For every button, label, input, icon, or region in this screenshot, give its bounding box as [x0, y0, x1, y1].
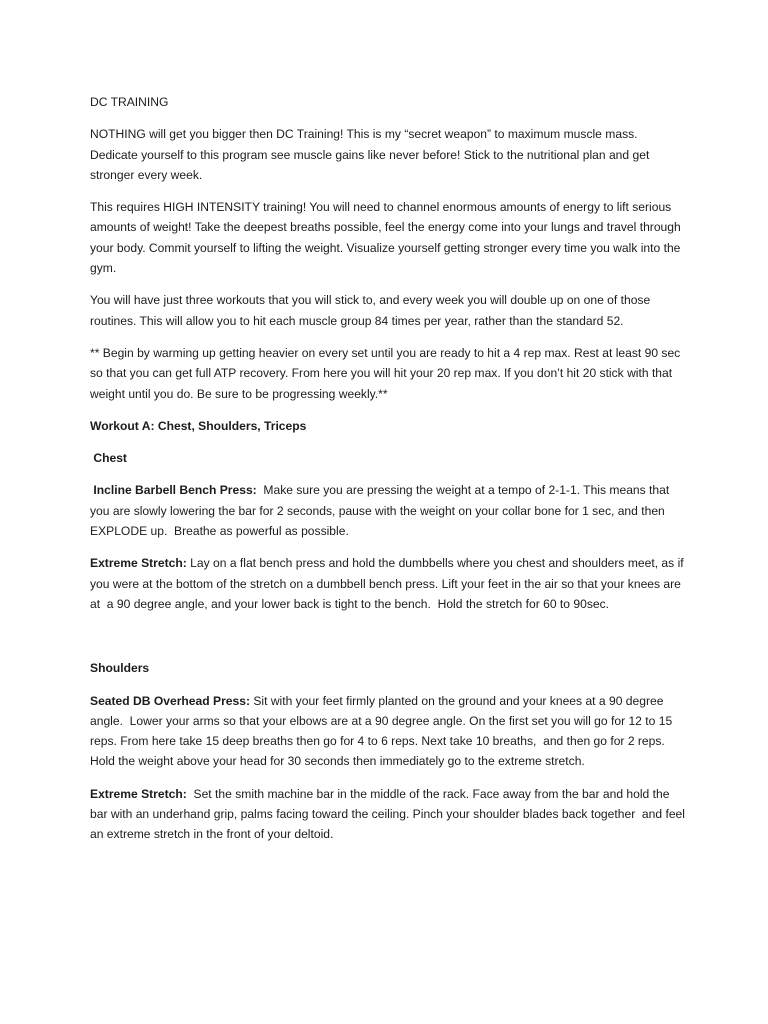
chest-stretch-paragraph [90, 553, 688, 614]
incline-press-text: Make sure you are pressing the weight at a tempo of 2-1-1. This means that you are slowly lowering the bar for 2 seconds, pause with the weight on your collar bone for 1 sec, and then EXPLODE up. Breathe as powerful as possible. [90, 483, 673, 539]
overhead-press-text: Sit with your feet firmly planted on the ground and your knees at a 90 degree angle. Lower your arms so that your elbows are at a 90 degree angle. On the first set you will go for 12 to 15 reps. From here take 15 deep breaths then go for 4 to 6 reps. Next take 10 breaths, and then go for 2 reps. Hold the weight above your head for 30 seconds then immediately go to the extreme stretch. [90, 693, 676, 769]
overhead-press-label: Seated DB Overhead Press: [90, 693, 250, 708]
incline-press-paragraph [90, 480, 688, 541]
shoulder-stretch-paragraph [90, 784, 688, 845]
document-body [90, 92, 688, 857]
chest-heading: Chest [90, 451, 127, 466]
intro-paragraph-1: NOTHING will get you bigger then DC Training! This is my “secret weapon” to maximum muscle mass. Dedicate yourself to this program see muscle gains like never before! Stick to the nutritional plan and get stronger every week. [90, 127, 650, 182]
chest-stretch-label: Extreme Stretch: [90, 556, 187, 571]
workout-a-heading: Workout A: Chest, Shoulders, Triceps [90, 418, 307, 433]
document-title: DC TRAINING [90, 95, 169, 109]
section-spacer [90, 626, 688, 658]
warmup-note: ** Begin by warming up getting heavier on every set until you are ready to hit a 4 rep max. Rest at least 90 sec so that you can get full ATP recovery. From here you will hit your 20 rep max. If you don’t hit 20 stick with that weight until you do. Be sure to be progressing weekly.** [90, 345, 681, 401]
incline-press-label: Incline Barbell Bench Press: [90, 483, 257, 498]
shoulder-stretch-label: Extreme Stretch: [90, 786, 187, 801]
shoulder-stretch-text: Set the smith machine bar in the middle of the rack. Face away from the bar and hold the bar with an underhand grip, palms facing toward the ceiling. Pinch your shoulder blades back together and feel an extreme stretch in the front of your deltoid. [90, 786, 689, 842]
shoulders-heading: Shoulders [90, 661, 150, 676]
overhead-press-paragraph [90, 691, 688, 772]
chest-stretch-text: Lay on a flat bench press and hold the dumbbells where you chest and shoulders meet, as if you were at the bottom of the stretch on a dumbbell bench press. Lift your feet in the air so that your knees are at a 90 degree angle, and your lower back is tight to the bench. Hold the stretch for 60 to 90sec. [90, 556, 687, 611]
intro-paragraph-2: This requires HIGH INTENSITY training! You will need to channel enormous amounts of energy to lift serious amounts of weight! Take the deepest breaths possible, feel the energy come into your lungs and travel through your body. Commit yourself to lifting the weight. Visualize yourself getting stronger every time you walk into the gym. [90, 200, 681, 276]
intro-paragraph-3: You will have just three workouts that you will stick to, and every week you will double up on one of those routines. This will allow you to hit each muscle group 84 times per year, rather than the standard 52. [90, 293, 651, 328]
